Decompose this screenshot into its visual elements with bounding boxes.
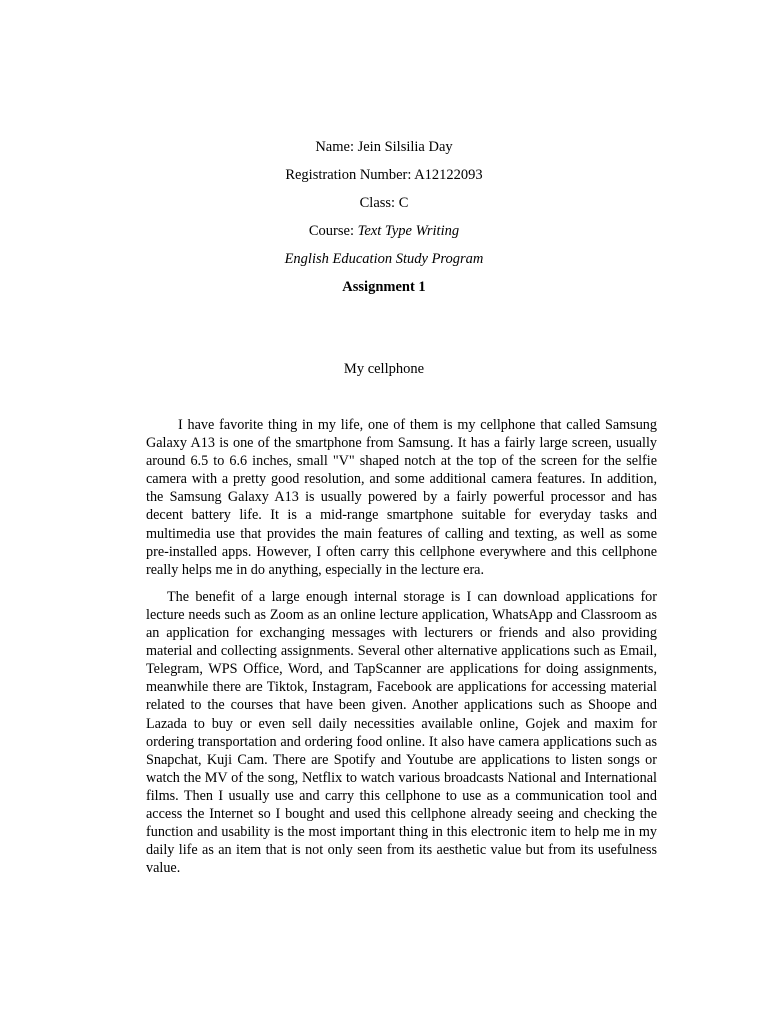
course-name: Text Type Writing: [357, 223, 460, 239]
paragraph-1: I have favorite thing in my life, one of them is my cellphone that called Samsung Galaxy A13 is one of the smartphone from Samsung. It has a fairly large screen, usually around 6.5 to 6.6 inches, small "V" shaped notch at the top of the screen for the selfie camera with a pretty good resolution, and some additional camera features. In addition, the Samsung Galaxy A13 is usually powered by a fairly powerful processor and has decent battery life. It is a mid-range smartphone suitable for everyday tasks and multimedia use that provides the main features of calling and texting, as well as some pre-installed apps. However, I often carry this cellphone everywhere and this cellphone really helps me in do anything, especially in the lecture era.: [146, 417, 657, 578]
assignment-label: Assignment 1: [342, 279, 426, 295]
course-prefix: Course:: [308, 223, 358, 239]
paragraph-2: The benefit of a large enough internal storage is I can download applications for lecture needs such as Zoom as an online lecture application, WhatsApp and Classroom as an application for exchanging messages with lecturers or friends and also providing material and collecting assignments. Several other alternative applications such as Email, Telegram, WPS Office, Word, and TapScanner are applications for doing assignments, meanwhile there are Tiktok, Instagram, Facebook are applications for accessing material related to the courses that have been given. Another applications such as Shoope and Lazada to buy or even sell daily necessities available online, Gojek and maxim for ordering transportation and ordering food online. It also have camera applications such as Snapchat, Kuji Cam. There are Spotify and Youtube are applications to listen songs or watch the MV of the song, Netflix to watch various broadcasts National and International films. Then I usually use and carry this cellphone to use as a communication tool and access the Internet so I bought and used this cellphone already seeing and checking the function and usability is the most important thing in this electronic item to help me in my daily life as an item that is not only seen from its aesthetic value but from its usefulness value.: [146, 588, 657, 877]
student-name: Name: Jein Silsilia Day: [315, 139, 453, 155]
registration-number: Registration Number: A12122093: [285, 167, 483, 183]
document-title: My cellphone: [343, 361, 425, 377]
header-block: [0, 138, 768, 306]
class-line: Class: C: [359, 195, 409, 211]
study-program: English Education Study Program: [284, 251, 484, 267]
document-body: [146, 416, 657, 886]
course-line: [0, 222, 768, 250]
